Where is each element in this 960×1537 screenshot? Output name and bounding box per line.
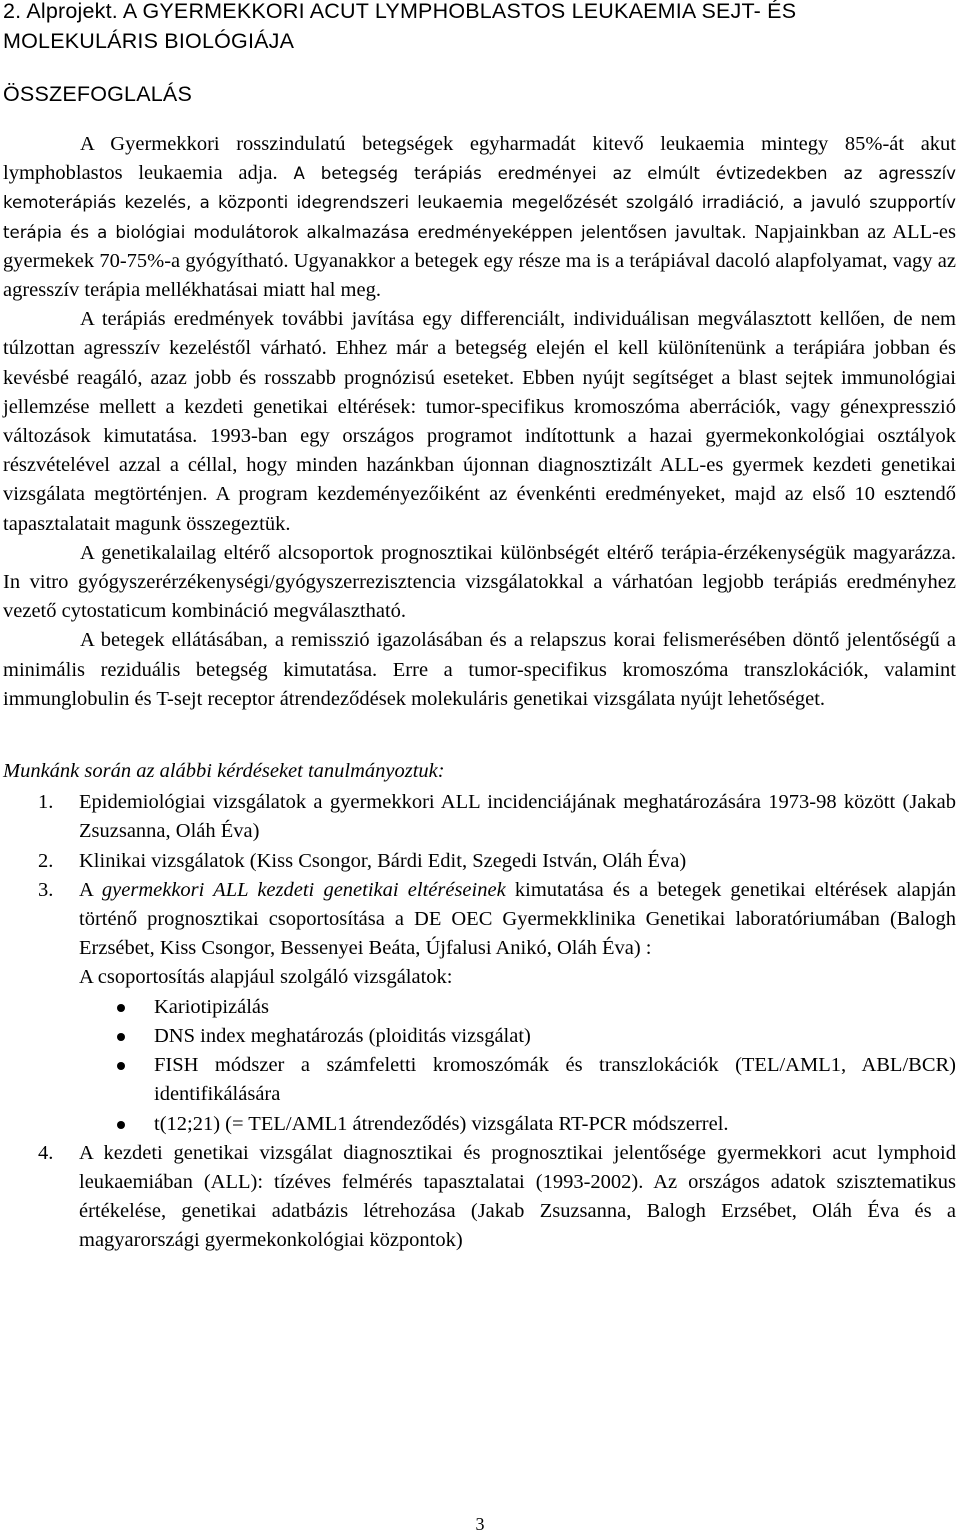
list-item-text-pre: A: [79, 878, 102, 901]
list-item: [3, 876, 956, 1139]
paragraph-intro-b: A betegség terápiás eredményei az elmúlt évtizedekben az agresszív kemoterápiás kezelés, a központi idegrendszeri leukaemia megelőzését szolgáló irradiáció, a javuló szupportív terápia és a biológiai modulátorok alkalmazása eredményeképpen jelentősen javultak.: [3, 164, 957, 242]
paragraph-genetics: A terápiás eredmények további javítása egy differenciált, individuálisan megválasztott kellően, de nem túlzottan agresszív kezeléstől várható. Ehhez már a betegség elején el kell különítenünk a terápiára jobban és kevésbé reagáló, azaz jobb és rosszabb prognózisú eseteket. Ebben nyújt segítséget a blast sejtek immunológiai jellemzése mellett a kezdeti genetikai eltérések: tumor-specifikus kromoszóma aberrációk, vagy génexpresszió változások kimutatása. 1993-ban egy országos programot indítottunk a hazai gyermekonkológiai osztályok részvételével azzal a céllal, hogy minden hazánkban újonnan diagnosztizált ALL-es gyermek kezdeti genetikai vizsgálata megtörténjen. A program kezdeményezőiként az évenkénti eredményeket, majd az első 10 esztendő tapasztalatait magunk összegeztük.: [3, 308, 956, 535]
list-item: [3, 1139, 956, 1256]
document-title: 2. Alprojekt. A GYERMEKKORI ACUT LYMPHOBLASTOS LEUKAEMIA SEJT- ÉS MOLEKULÁRIS BIOLÓGIÁJA: [3, 0, 797, 53]
bullet-item: DNS index meghatározás (ploiditás vizsgálat): [79, 1022, 956, 1051]
questions-list: [3, 788, 956, 1255]
paragraph-intro: [3, 130, 956, 305]
paragraph-intro-c: Napjainkban az ALL-es gyermekek 70-75%-a gyógyítható. Ugyanakkor a betegek egy része ma is a terápiával dacoló alapfolyamat, vagy az agresszív terápia mellékhatásai miatt hal meg.: [3, 220, 956, 302]
summary-heading: ÖSSZEFOGLALÁS: [3, 82, 192, 106]
paragraph-therapy: A genetikalailag eltérő alcsoportok prognosztikai különbségét eltérő terápia-érzékenységük magyarázza. In vitro gyógyszerérzékenységi/gyógyszerrezisztencia vizsgálatokkal a várhatóan legjobb terápiás eredményhez vezető cytostaticum kombináció megválasztható.: [3, 541, 956, 623]
bullet-item: FISH módszer a számfeletti kromoszómák és transzlokációk (TEL/AML1, ABL/BCR) identifikálására: [79, 1051, 956, 1109]
list-number: 3.: [38, 878, 54, 901]
grouping-label: A csoportosítás alapjául szolgáló vizsgálatok:: [79, 966, 453, 989]
questions-heading: Munkánk során az alábbi kérdéseket tanulmányoztuk:: [3, 760, 445, 783]
list-item-text-post: kimutatása és a betegek genetikai eltérések alapján történő prognosztikai csoportosítása a DE OEC Gyermekklinika Genetikai laboratóriumában (Balogh Erzsébet, Kiss Csongor, Bessenyei Beáta, Újfalusi Anikó, Oláh Éva) :: [79, 878, 957, 960]
paragraph-intro-a: A Gyermekkori rosszindulatú betegségek egyharmadát kitevő leukaemia mintegy 85%-át akut lymphoblastos leukaemia adja.: [3, 133, 956, 185]
page-number: 3: [475, 1514, 485, 1534]
list-item: [3, 788, 956, 846]
list-number: 4.: [38, 1141, 54, 1164]
document-page: [3, 0, 956, 1256]
bullet-item: Kariotipizálás: [79, 993, 956, 1022]
list-number: 2.: [38, 849, 54, 872]
list-item-emphasis: gyermekkori ALL kezdeti genetikai eltéréseinek: [101, 878, 506, 901]
bullet-list: [79, 993, 956, 1139]
list-item-text: Klinikai vizsgálatok (Kiss Csongor, Bárdi Edit, Szegedi István, Oláh Éva): [79, 849, 687, 872]
list-number: 1.: [38, 791, 54, 814]
bullet-item: t(12;21) (= TEL/AML1 átrendeződés) vizsgálata RT-PCR módszerrel.: [79, 1110, 956, 1139]
list-item-text: Epidemiológiai vizsgálatok a gyermekkori ALL incidenciájának meghatározására 1973-98 között (Jakab Zsuzsanna, Oláh Éva): [79, 791, 956, 843]
list-item-text: A kezdeti genetikai vizsgálat diagnosztikai és prognosztikai jelentősége gyermekkori acut lymphoid leukaemiában (ALL): tízéves felmérés tapasztalatai (1993-2002). Az országos adatok szisztematikus értékelése, genetikai adatbázis létrehozása (Jakab Zsuzsanna, Balogh Erzsébet, Oláh Éva és a magyarországi gyermekonkológiai központok): [79, 1141, 956, 1252]
paragraph-mrd: A betegek ellátásában, a remisszió igazolásában és a relapszus korai felismerésében döntő jelentőségű a minimális reziduális betegség kimutatása. Erre a tumor-specifikus kromoszóma transzlokációk, valamint immunglobulin és T-sejt receptor átrendeződések molekuláris genetikai vizsgálata nyújt lehetőséget.: [3, 629, 956, 710]
list-item: [3, 847, 956, 876]
